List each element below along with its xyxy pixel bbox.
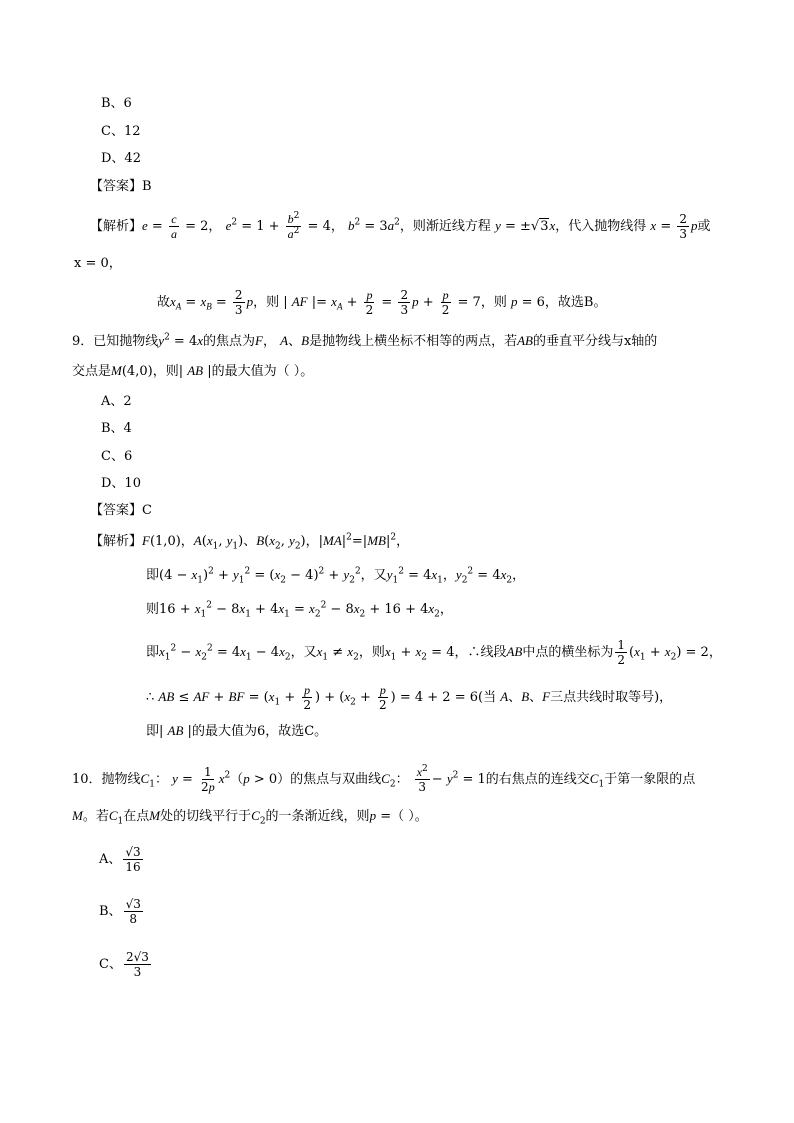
q9-analysis-line1: 【解析】F(1,0)，$A(x_1$, $y_1$)、$B(x_2$, $y_2$)，$|MA|^2=|MB|^2$，	[90, 532, 410, 552]
q9-stem-line1: 9．已知抛物线$y^2 = 4x$的焦点为F， A、B是抛物线上横坐标不相等的两点，若AB的垂直平分线与x轴的	[72, 332, 658, 349]
q9-analysis-line4: 即$x_1^2 - x_2^2 = 4x_1 - 4x_2$，又$x_1 \ne x_2$，则$x_1 + x_2 = 4$，∴线段AB中点的横坐标为 $\frac{1}{2}$ $(x_1 + x_2) = 2$，	[146, 638, 722, 667]
q9-option-a: A、2	[101, 394, 132, 409]
q8-option-d: D、42	[101, 151, 141, 166]
q9-analysis-line6: 即| AB |的最大值为6，故选C。	[146, 723, 328, 739]
q9-option-b: B、4	[101, 421, 132, 436]
q8-analysis-line3: 故$x_A = x_B$ = $\frac{2}{3}$ p，则 | AF |= $x_A$ + $\frac{p}{2}$ = $\frac{2}{3}$ p + $\frac{p}{2}$ = 7，则 p = 6，故选B。	[157, 288, 607, 317]
q9-option-d: D、10	[101, 476, 141, 491]
analysis-label: 【解析】	[90, 219, 143, 234]
q9-stem-line2: 交点是M(4,0)，则| AB |的最大值为（ ）。	[72, 363, 314, 379]
q9-analysis-line2: 即$(4 - x_1)^2 + y_1^2 = (x_2 - 4)^2 + y_2^2$，又$y_1^2 = 4x_1$，$y_2^2 = 4x_2$，	[146, 566, 526, 586]
q8-option-b: B、6	[101, 96, 132, 111]
q8-answer: 【答案】B	[90, 179, 152, 194]
q8-option-c: C、12	[101, 124, 141, 139]
q10-option-c: C、 $\frac{2√3}{3}$	[99, 950, 149, 979]
q8-analysis-line2: x = 0，	[74, 256, 122, 271]
q9-analysis-line3: 则$16 + x_1^2 - 8x_1 + 4x_1 = x_2^2 - 8x_2 + 16 + 4x_2$，	[146, 600, 453, 620]
q9-analysis-line5: ∴ AB ≤ AF + BF = ($x_1$ + $\frac{p}{2}$ ) + ($x_2$ + $\frac{p}{2}$ ) = 4 + 2 = 6(当 A、B、F三点共线时取等号)，	[146, 683, 673, 712]
q8-analysis-line1: 【解析】e = $\frac{c}{a}$ = 2， $e^2 = 1$ + $\frac{b^2}{a^2}$ = 4， $b^2 = 3a^2$，则渐近线方程 y = ±√3x，代入抛物线得 x = $\frac{2}{3}$ p或	[90, 211, 711, 241]
q10-option-a: A、 $\frac{√3}{16}$	[99, 845, 141, 874]
q10-stem-line2: M。若$C_1$在点M处的切线平行于$C_2$的一条渐近线，则p =（ ）。	[72, 808, 428, 827]
q10-option-b: B、 $\frac{√3}{8}$	[99, 897, 141, 926]
q10-stem-line1: 10．抛物线$C_1$： y = $\frac{1}{2p}$ $x^2(p > 0)$的焦点与双曲线$C_2$： $\frac{x^2}{3}$ − $y^2 = 1$的右焦点的连线交$C_1$于第一象限的点	[72, 764, 696, 794]
q9-answer: 【答案】C	[90, 503, 152, 518]
q9-option-c: C、6	[101, 449, 133, 464]
